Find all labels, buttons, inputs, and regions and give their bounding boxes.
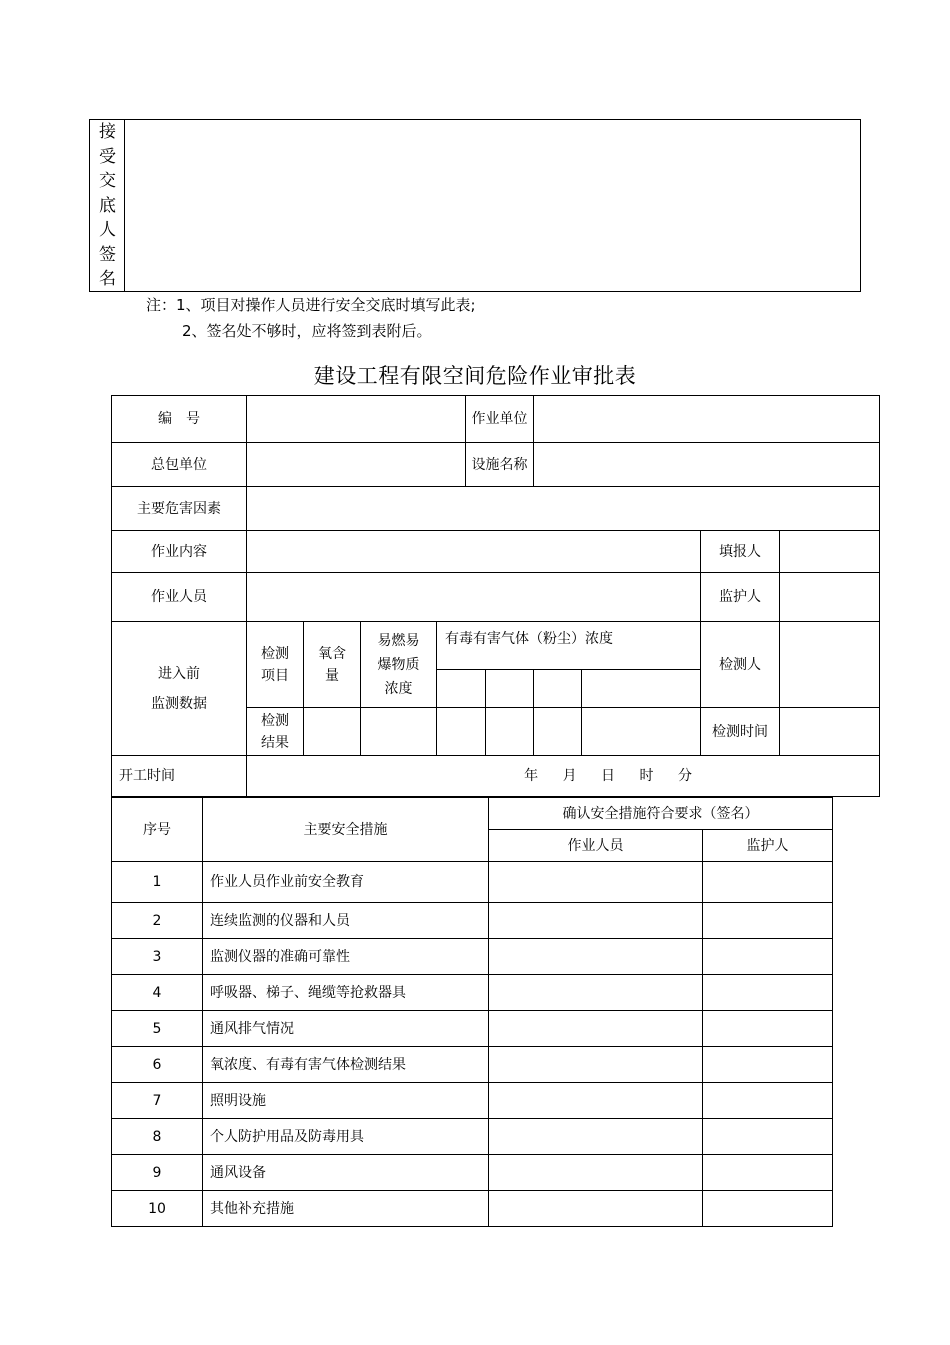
- row-measure: 通风设备: [203, 1155, 489, 1191]
- signature-label-char: 名: [99, 269, 116, 289]
- row-worker-sign[interactable]: [489, 1155, 703, 1191]
- start-time-label: 开工时间: [112, 756, 247, 797]
- table-row: [112, 1083, 833, 1119]
- approval-form-table: [111, 395, 880, 797]
- row-guardian-sign[interactable]: [703, 862, 833, 903]
- workers-label: 作业人员: [112, 573, 247, 622]
- toxic-gas-value-4[interactable]: [582, 670, 701, 708]
- guardian-header: 监护人: [703, 830, 833, 862]
- signature-label-char: 签: [99, 244, 116, 265]
- signature-box: [89, 119, 861, 292]
- table-row: [112, 1119, 833, 1155]
- row-guardian-sign[interactable]: [703, 1191, 833, 1227]
- toxic-gas-result-3[interactable]: [534, 708, 582, 756]
- worker-header: 作业人员: [489, 830, 703, 862]
- workers-field[interactable]: [247, 573, 701, 622]
- row-worker-sign[interactable]: [489, 975, 703, 1011]
- row-worker-sign[interactable]: [489, 939, 703, 975]
- work-content-label: 作业内容: [112, 531, 247, 573]
- toxic-gas-result-4[interactable]: [582, 708, 701, 756]
- signature-label-char: 底: [99, 195, 116, 216]
- oxygen-label-line-2: 量: [325, 667, 339, 684]
- reporter-field[interactable]: [780, 531, 880, 573]
- table-row: [112, 1011, 833, 1047]
- row-seq: 4: [112, 975, 203, 1011]
- table-row: [112, 903, 833, 939]
- row-seq: 1: [112, 862, 203, 903]
- oxygen-result-field[interactable]: [304, 708, 361, 756]
- toxic-gas-value-3[interactable]: [534, 670, 582, 708]
- note-line-1: 注：1、项目对操作人员进行安全交底时填写此表;: [146, 296, 476, 314]
- row-guardian-sign[interactable]: [703, 939, 833, 975]
- work-content-field[interactable]: [247, 531, 701, 573]
- row-seq: 9: [112, 1155, 203, 1191]
- test-result-label-line-2: 结果: [261, 734, 289, 751]
- start-time-hour: 时: [639, 768, 654, 784]
- row-measure: 个人防护用品及防毒用具: [203, 1119, 489, 1155]
- flammable-label-line-3: 浓度: [384, 680, 413, 697]
- signature-area[interactable]: [125, 120, 860, 291]
- row-worker-sign[interactable]: [489, 1119, 703, 1155]
- signature-label-char: 交: [99, 171, 116, 191]
- pre-entry-label: [112, 622, 247, 756]
- tester-field[interactable]: [780, 622, 880, 708]
- row-seq: 10: [112, 1191, 203, 1227]
- test-item-label-line-1: 检测: [261, 645, 289, 662]
- reporter-label: 填报人: [701, 531, 780, 573]
- row-seq: 3: [112, 939, 203, 975]
- row-measure: 呼吸器、梯子、绳缆等抢救器具: [203, 975, 489, 1011]
- serial-no-field[interactable]: [247, 396, 466, 443]
- row-measure: 照明设施: [203, 1083, 489, 1119]
- pre-entry-label-line-2: 监测数据: [151, 695, 207, 712]
- table-row: [112, 862, 833, 903]
- guardian-field[interactable]: [780, 573, 880, 622]
- facility-name-label: 设施名称: [466, 443, 534, 487]
- signature-label-char: 接: [99, 122, 116, 142]
- form-title: 建设工程有限空间危险作业审批表: [313, 364, 637, 388]
- row-guardian-sign[interactable]: [703, 1119, 833, 1155]
- row-guardian-sign[interactable]: [703, 1011, 833, 1047]
- row-seq: 8: [112, 1119, 203, 1155]
- tester-label: 检测人: [701, 622, 780, 708]
- toxic-gas-label: 有毒有害气体（粉尘）浓度: [437, 622, 701, 670]
- toxic-gas-result-1[interactable]: [437, 708, 486, 756]
- signature-label-char: 受: [99, 146, 116, 167]
- start-time-day: 日: [601, 768, 616, 784]
- toxic-gas-result-2[interactable]: [486, 708, 534, 756]
- confirm-header: 确认安全措施符合要求（签名）: [489, 798, 833, 830]
- test-result-label-line-1: 检测: [261, 712, 289, 729]
- row-worker-sign[interactable]: [489, 1011, 703, 1047]
- work-unit-field[interactable]: [534, 396, 880, 443]
- signature-label: [90, 120, 125, 292]
- toxic-gas-value-1[interactable]: [437, 670, 486, 708]
- start-time-field[interactable]: [247, 756, 880, 797]
- test-result-label: [247, 708, 304, 756]
- flammable-label-line-2: 爆物质: [377, 656, 420, 673]
- row-worker-sign[interactable]: [489, 1191, 703, 1227]
- table-row: [112, 1191, 833, 1227]
- row-seq: 5: [112, 1011, 203, 1047]
- row-measure: 其他补充措施: [203, 1191, 489, 1227]
- signature-label-char: 人: [99, 220, 116, 240]
- row-seq: 7: [112, 1083, 203, 1119]
- toxic-gas-value-2[interactable]: [486, 670, 534, 708]
- row-measure: 氧浓度、有毒有害气体检测结果: [203, 1047, 489, 1083]
- pre-entry-label-line-1: 进入前: [158, 665, 200, 682]
- row-seq: 2: [112, 903, 203, 939]
- test-time-field[interactable]: [780, 708, 880, 756]
- oxygen-label: [304, 622, 361, 708]
- row-seq: 6: [112, 1047, 203, 1083]
- start-time-minute: 分: [677, 768, 692, 784]
- test-item-label: [247, 622, 304, 708]
- signature-label-cell: [90, 120, 125, 291]
- row-measure: 作业人员作业前安全教育: [203, 862, 489, 903]
- row-guardian-sign[interactable]: [703, 903, 833, 939]
- test-item-label-line-2: 项目: [261, 667, 289, 684]
- test-time-label: 检测时间: [701, 708, 780, 756]
- main-hazards-label: 主要危害因素: [112, 487, 247, 531]
- row-worker-sign[interactable]: [489, 1047, 703, 1083]
- flammable-result-field[interactable]: [361, 708, 437, 756]
- general-contractor-field[interactable]: [247, 443, 466, 487]
- serial-no-label: 编 号: [112, 396, 247, 443]
- row-worker-sign[interactable]: [489, 1083, 703, 1119]
- row-guardian-sign[interactable]: [703, 1155, 833, 1191]
- row-measure: 连续监测的仪器和人员: [203, 903, 489, 939]
- row-worker-sign[interactable]: [489, 862, 703, 903]
- flammable-label: [361, 622, 437, 708]
- table-row: [112, 975, 833, 1011]
- row-guardian-sign[interactable]: [703, 1047, 833, 1083]
- oxygen-label-line-1: 氧含: [318, 645, 346, 662]
- general-contractor-label: 总包单位: [112, 443, 247, 487]
- table-row: [112, 939, 833, 975]
- measure-header: 主要安全措施: [203, 798, 489, 862]
- row-measure: 通风排气情况: [203, 1011, 489, 1047]
- row-measure: 监测仪器的准确可靠性: [203, 939, 489, 975]
- facility-name-field[interactable]: [534, 443, 880, 487]
- work-unit-label: 作业单位: [466, 396, 534, 443]
- row-guardian-sign[interactable]: [703, 975, 833, 1011]
- main-hazards-field[interactable]: [247, 487, 880, 531]
- table-row: [112, 1155, 833, 1191]
- safety-measures-table: [111, 797, 833, 1227]
- guardian-label: 监护人: [701, 573, 780, 622]
- note-line-2: 2、签名处不够时，应将签到表附后。: [182, 322, 432, 340]
- row-guardian-sign[interactable]: [703, 1083, 833, 1119]
- table-row: [112, 1047, 833, 1083]
- start-time-year: 年: [524, 768, 539, 784]
- flammable-label-line-1: 易燃易: [377, 632, 420, 649]
- seq-header: 序号: [112, 798, 203, 862]
- row-worker-sign[interactable]: [489, 903, 703, 939]
- start-time-month: 月: [562, 768, 577, 784]
